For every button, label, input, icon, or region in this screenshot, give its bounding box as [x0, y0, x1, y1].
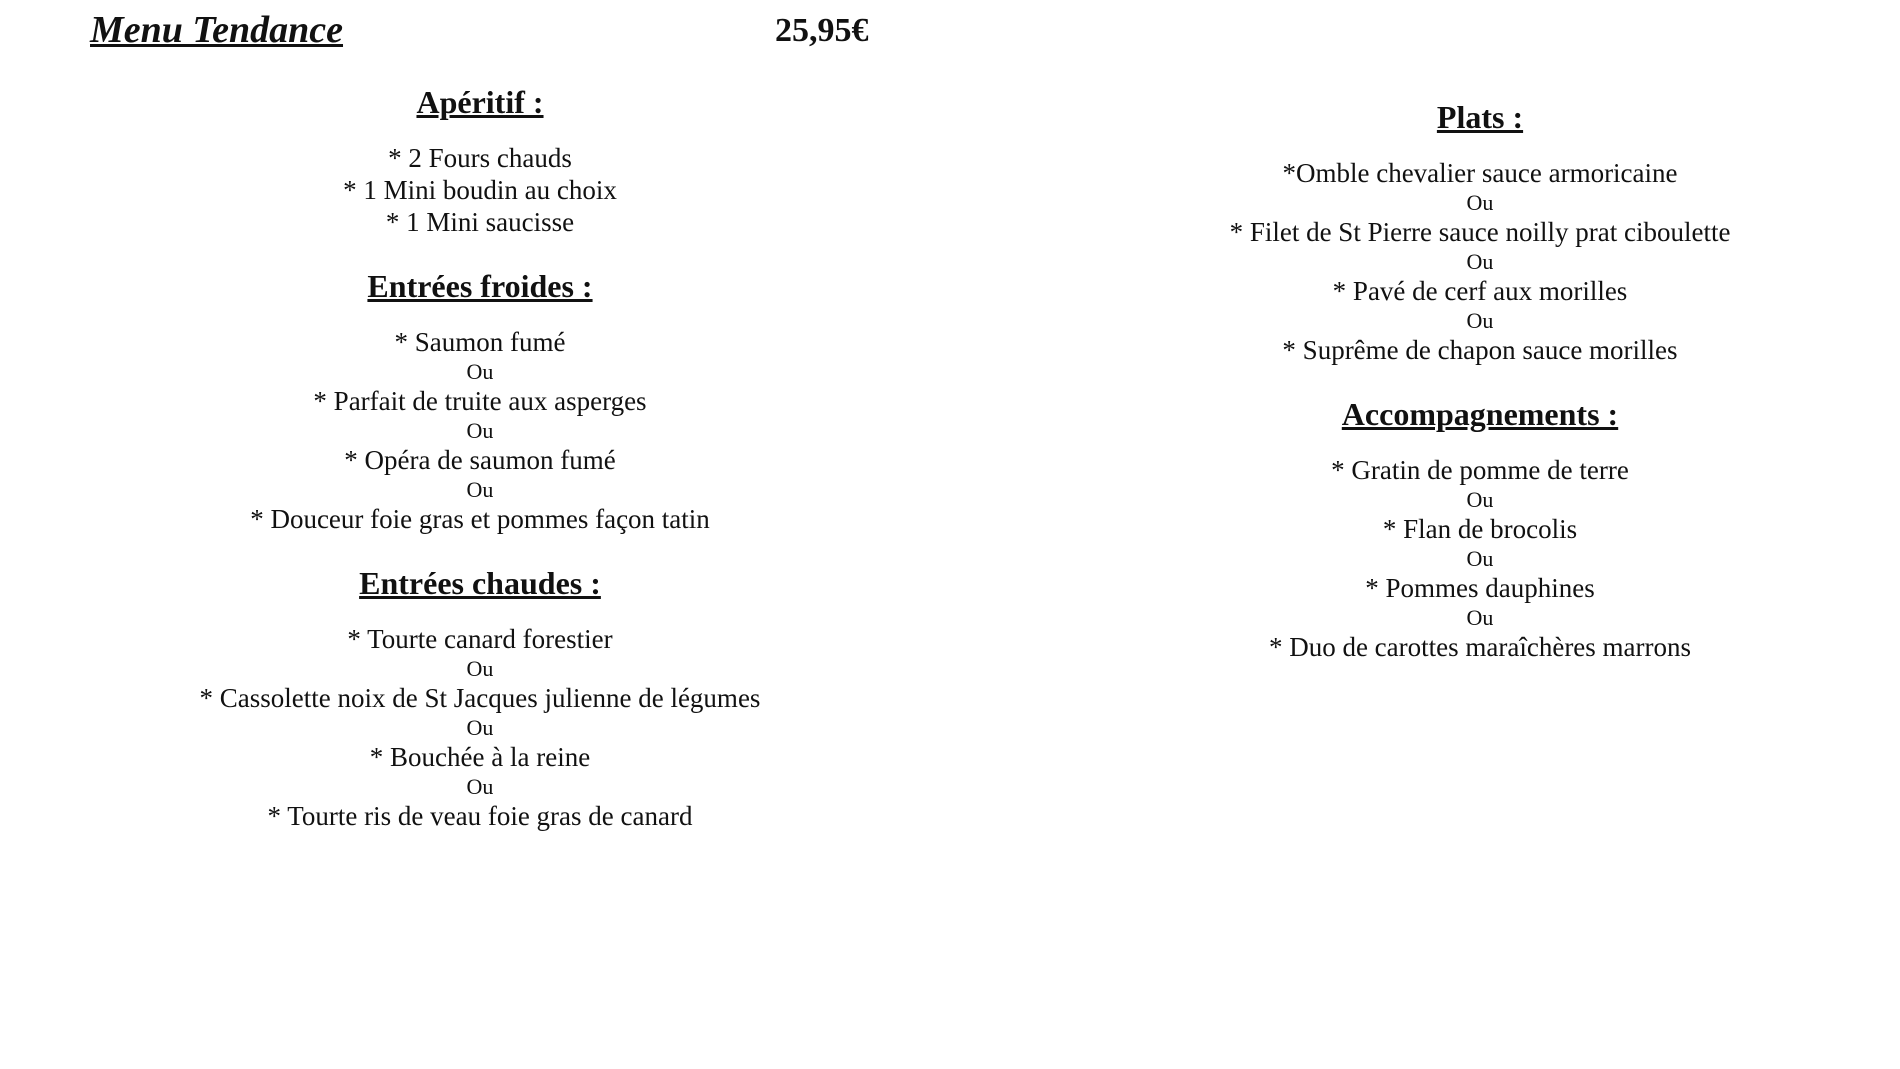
menu-item: * Douceur foie gras et pommes façon tatin [250, 504, 710, 534]
menu-section-aperitif [80, 80, 880, 238]
menu-item: * Tourte canard forestier [347, 624, 613, 654]
menu-item: * 1 Mini boudin au choix [343, 175, 617, 205]
menu-item: * Cassolette noix de St Jacques julienne de légumes [199, 683, 761, 713]
menu-item: * Parfait de truite aux asperges [313, 386, 647, 416]
section-heading: Accompagnements : [1341, 396, 1619, 432]
menu-item: * Gratin de pomme de terre [1331, 455, 1629, 485]
or-separator: Ou [1466, 487, 1494, 512]
menu-section-entrees-chaudes [80, 561, 880, 832]
or-separator: Ou [466, 656, 494, 681]
menu-item: * Filet de St Pierre sauce noilly prat ciboulette [1229, 217, 1731, 247]
menu-item: * Duo de carottes maraîchères marrons [1268, 632, 1692, 662]
menu-item: * Saumon fumé [394, 327, 566, 357]
or-separator: Ou [466, 774, 494, 799]
section-heading: Entrées chaudes : [359, 565, 601, 601]
menu-item: * 2 Fours chauds [388, 143, 572, 173]
menu-price: 25,95€ [775, 12, 869, 49]
right-column [1080, 95, 1880, 689]
or-separator: Ou [1466, 190, 1494, 215]
section-heading: Plats : [1436, 99, 1524, 135]
section-heading: Apéritif : [416, 84, 544, 120]
menu-item: * Bouchée à la reine [369, 742, 591, 772]
menu-item: * 1 Mini saucisse [385, 207, 575, 237]
or-separator: Ou [1466, 605, 1494, 630]
menu-item: * Pommes dauphines [1365, 573, 1595, 603]
menu-section-entrees-froides [80, 264, 880, 535]
menu-title: Menu Tendance [90, 9, 344, 51]
or-separator: Ou [1466, 249, 1494, 274]
or-separator: Ou [466, 477, 494, 502]
menu-item: * Suprême de chapon sauce morilles [1282, 335, 1678, 365]
or-separator: Ou [1466, 308, 1494, 333]
menu-item: * Flan de brocolis [1382, 514, 1578, 544]
section-heading: Entrées froides : [367, 268, 593, 304]
or-separator: Ou [466, 418, 494, 443]
menu-item: *Omble chevalier sauce armoricaine [1282, 158, 1678, 188]
left-column [80, 80, 880, 858]
menu-item: * Opéra de saumon fumé [344, 445, 616, 475]
menu-item: * Pavé de cerf aux morilles [1332, 276, 1628, 306]
or-separator: Ou [466, 359, 494, 384]
or-separator: Ou [466, 715, 494, 740]
or-separator: Ou [1466, 546, 1494, 571]
menu-item: * Tourte ris de veau foie gras de canard [267, 801, 693, 831]
menu-section-accompagnements [1080, 392, 1880, 663]
menu-section-plats [1080, 95, 1880, 366]
